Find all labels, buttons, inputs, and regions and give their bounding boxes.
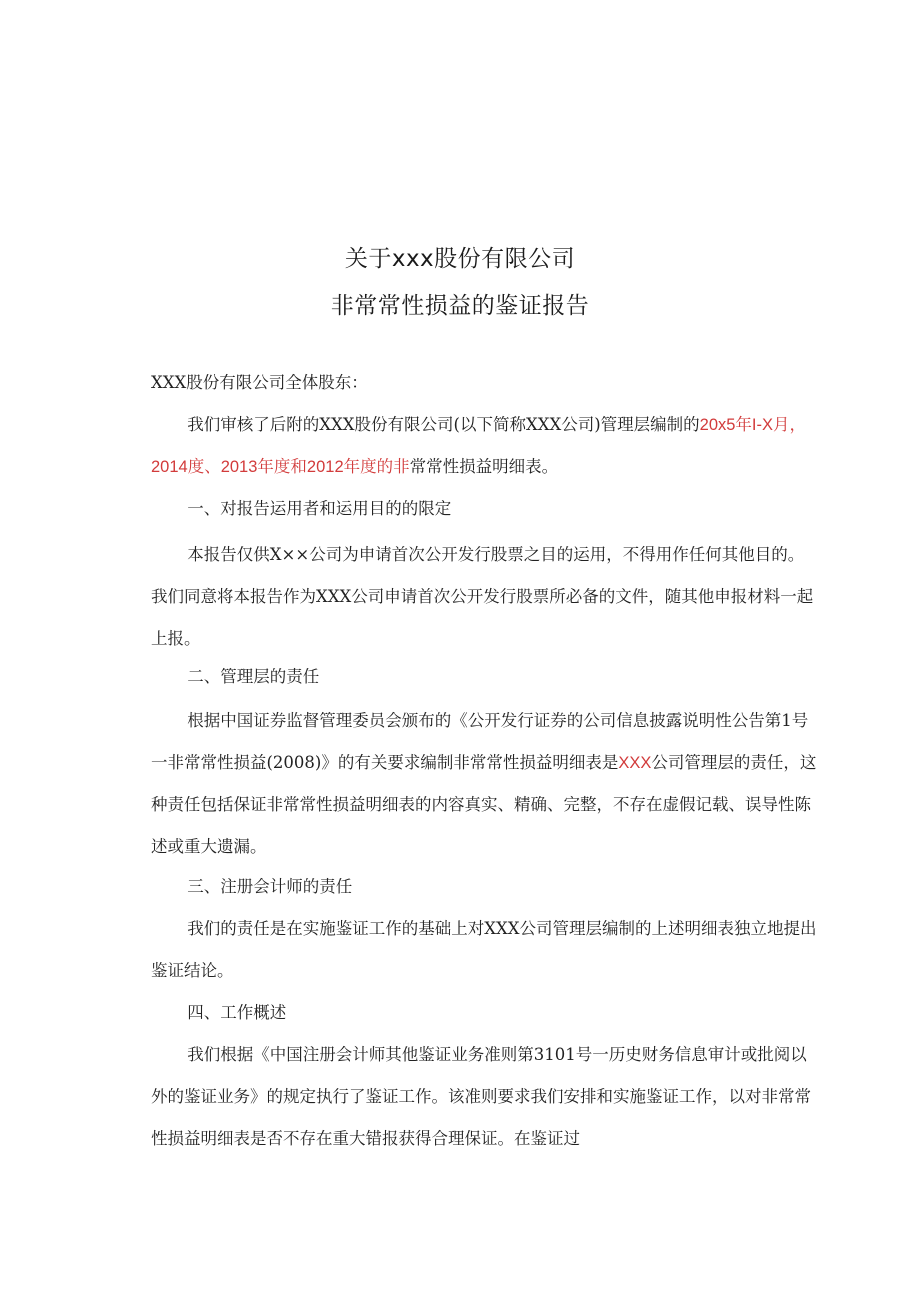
section-4-heading: 四、工作概述 <box>187 1003 287 1022</box>
intro-period-highlight-2: 2014度、2013年度和2012年度的非 <box>151 458 410 476</box>
intro-paragraph <box>151 404 819 488</box>
report-title-line-2: 非常常性损益的鉴证报告 <box>330 293 590 319</box>
section-2-text-2: 公司管理层的责任，这种责任包括保证非常常性损益明细表的内容真实、精确、完整，不存在虚假记载、误导性陈述或重大遗漏。 <box>151 753 817 856</box>
section-2-body <box>151 700 819 868</box>
section-3-body: 我们的责任是在实施鉴证工作的基础上对XXX公司管理层编制的上述明细表独立地提出鉴证结论。 <box>151 919 817 980</box>
report-title-line-1: 关于xxx股份有限公司 <box>344 246 576 272</box>
section-4-body: 我们根据《中国注册会计师其他鉴证业务准则第3101号一历史财务信息审计或批阅以外的鉴证业务》的规定执行了鉴证工作。该准则要求我们安排和实施鉴证工作，以对非常常性损益明细表是否不存在重大错报获得合理保证。在鉴证过 <box>151 1045 811 1148</box>
section-2-company-highlight: XXX <box>618 754 652 772</box>
section-3-heading: 三、注册会计师的责任 <box>187 877 353 896</box>
intro-text-1: 我们审核了后附的XXX股份有限公司(以下简称XXX公司)管理层编制的 <box>187 415 700 434</box>
section-1-body: 本报告仅供X××公司为申请首次公开发行股票之目的运用，不得用作任何其他目的。我们同意将本报告作为XXX公司申请首次公开发行股票所必备的文件，随其他申报材料一起上报。 <box>151 545 814 648</box>
section-1-heading: 一、对报告运用者和运用目的的限定 <box>187 499 452 518</box>
intro-text-2: 常常性损益明细表。 <box>409 457 559 476</box>
intro-period-highlight-1: 20x5年I-X月， <box>699 416 807 434</box>
section-2-heading: 二、管理层的责任 <box>187 667 320 686</box>
salutation: XXX股份有限公司全体股东： <box>151 373 368 392</box>
section-2-text-1: 根据中国证券监督管理委员会颁布的《公开发行证券的公司信息披露说明性公告第1号一非常常性损益(2008)》的有关要求编制非常常性损益明细表是 <box>151 711 809 772</box>
